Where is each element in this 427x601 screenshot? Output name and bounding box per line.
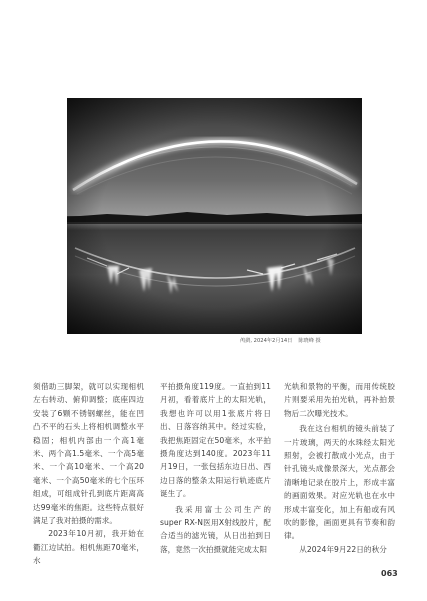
text-column-1	[33, 380, 144, 568]
caption-author: 陈晓峰 摄	[298, 338, 321, 344]
solargraph-image	[67, 98, 362, 334]
text-column-3	[284, 380, 395, 556]
photo-caption	[240, 338, 390, 345]
text-column-2	[160, 380, 271, 556]
paragraph: 平拍摄角度119度。一直拍到11月初，看着底片上的太阳光轨，我想也许可以用1张底片将日出、日落容纳其中。经过实验，我把焦距固定在50毫米，水平拍摄角度达到140度。2023年11月19日，一张包括东边日出、西边日落的整条太阳运行轨迹底片诞生了。	[160, 382, 271, 499]
paragraph: 2023年10月初，我开始在衢江边试拍。相机焦距70毫米，水	[33, 529, 144, 566]
paragraph: 我采用富士公司生产的super RX-N医用X射线胶片，配合适当的滤光镜，从日出拍到日落，竟然一次拍摄就能完成太阳	[160, 504, 271, 554]
paragraph: 光轨和景物的平衡，而用传统胶片则要采用先拍光轨，再补拍景物后二次曝光技术。	[284, 382, 395, 418]
caption-date: 鸬鹚, 2024年2月14日	[240, 338, 293, 344]
page-number: 063	[381, 569, 398, 578]
pinhole-photograph	[67, 98, 362, 334]
paragraph: 从2024年9月22日的秋分	[299, 544, 387, 554]
paragraph: 须借助三脚架，就可以实现相机左右转动、俯仰调整；底座四边安装了6颗不锈钢螺丝，能在凹凸不平的石头上将相机调整水平稳固；相机内部由一个高1毫米、两个高1.5毫米、一个高5毫米、一个高10毫米、一个高20毫米、一个高50毫米的七个压环组成，可组成针孔到底片距离高达99毫米的焦距。这些特点很好满足了我对拍摄的需求。	[33, 382, 144, 526]
paragraph: 我在这台相机的镜头前装了一片玻璃，两天的水珠经太阳光照射，会被打散成小光点，由于针孔镜头成像景深大，光点都会清晰地记录在胶片上，形成丰富的画面效果。对应光轨也在水中形成丰富变化，加上有船或有风吹的影像，画面更具有节奏和韵律。	[284, 424, 395, 541]
